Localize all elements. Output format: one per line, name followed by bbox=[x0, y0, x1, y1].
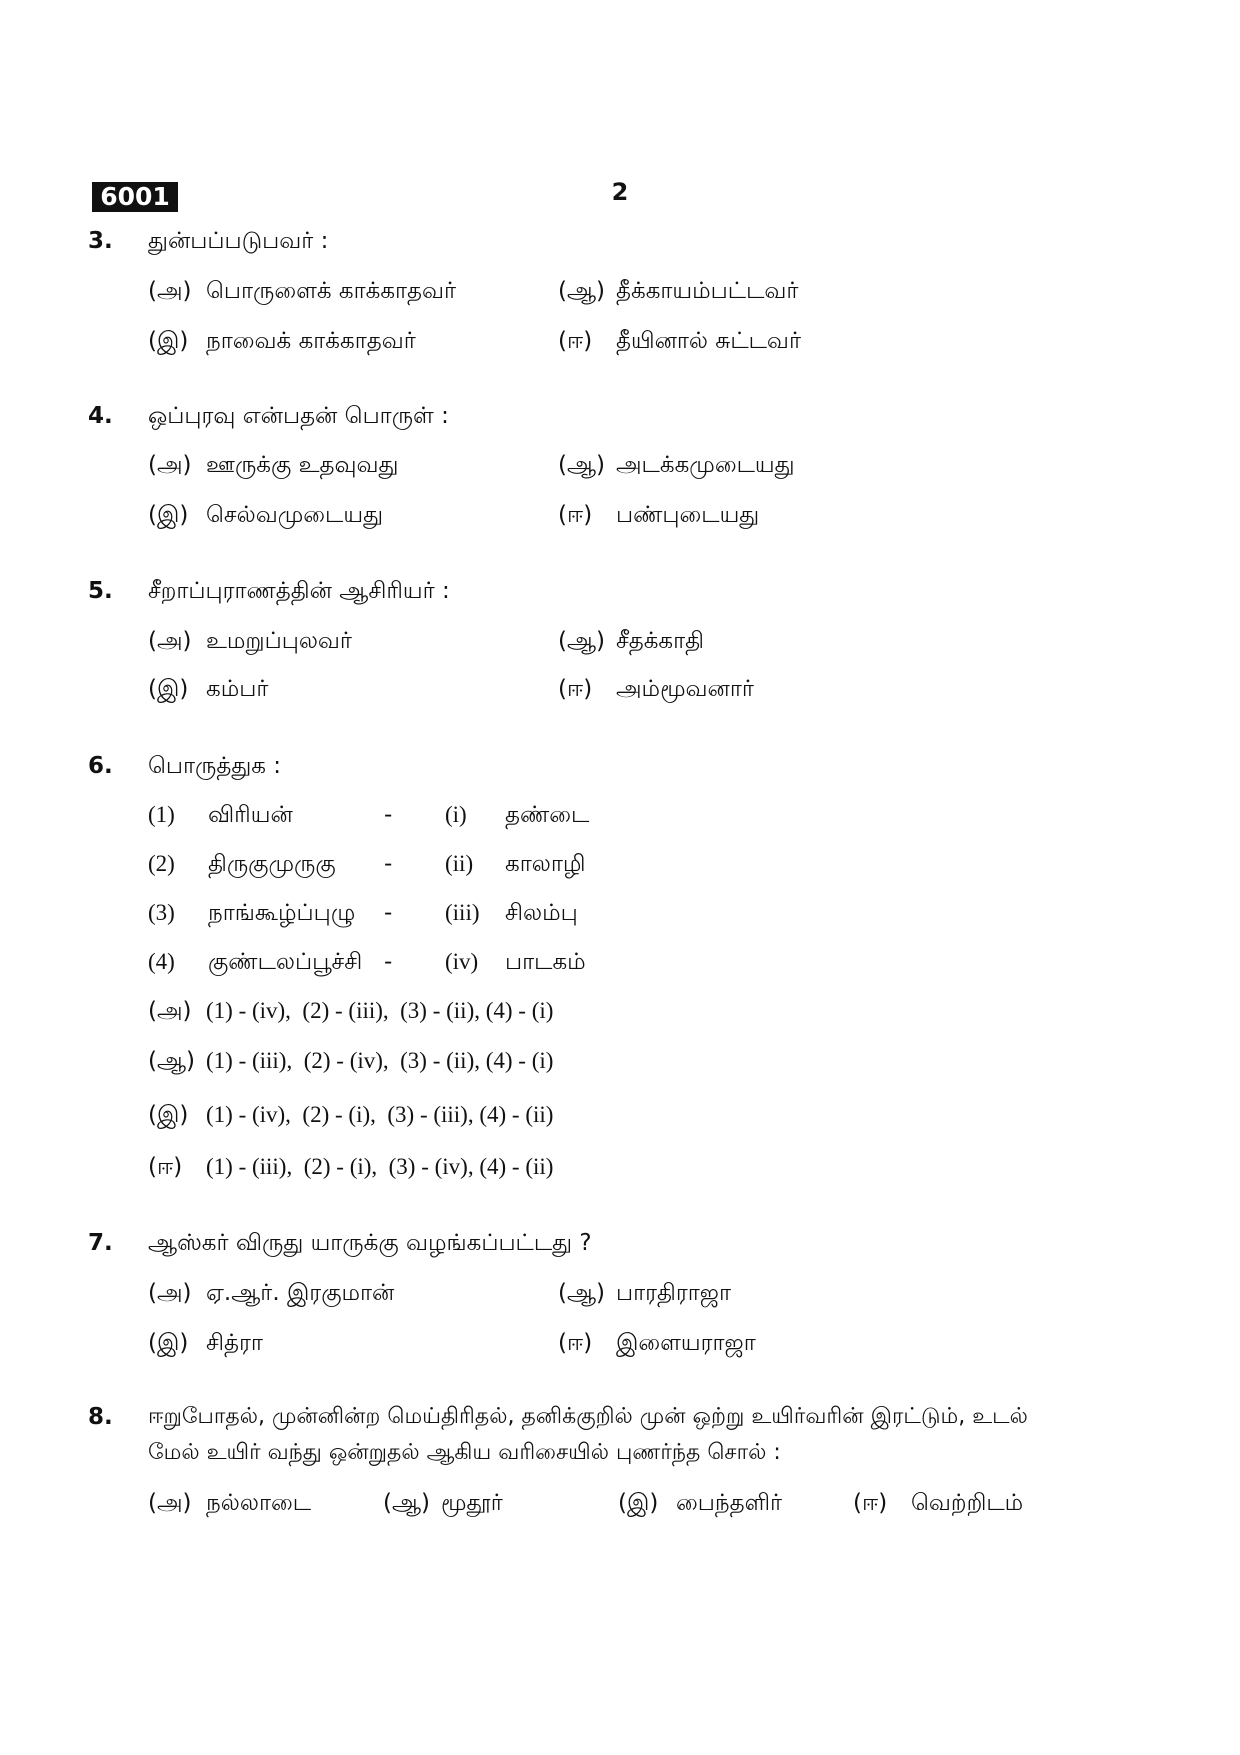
option-a: (அ) பொருளைக் காக்காதவர் bbox=[148, 278, 457, 304]
question-text-line-1: ஈறுபோதல், முன்னின்ற மெய்திரிதல், தனிக்குறில் முன் ஒற்று உயிர்வரின் இரட்டும், உடல் bbox=[148, 1404, 1028, 1429]
option-b: (ஆ) (1) - (iii), (2) - (iv), (3) - (ii), (4) - (i) bbox=[148, 1048, 554, 1074]
question-number: 6. bbox=[88, 753, 113, 779]
match-row: (3) நாங்கூழ்ப்புழு - (iii) சிலம்பு bbox=[148, 900, 578, 926]
question-text: சீறாப்புராணத்தின் ஆசிரியர் : bbox=[148, 578, 450, 604]
option-c: (இ) பைந்தளிர் bbox=[618, 1490, 783, 1516]
question-text: ஒப்புரவு என்பதன் பொருள் : bbox=[148, 403, 449, 429]
option-d: (ஈ) (1) - (iii), (2) - (i), (3) - (iv), (4) - (ii) bbox=[148, 1154, 554, 1180]
option-a: (அ) உமறுப்புலவர் bbox=[148, 628, 352, 654]
question-number: 5. bbox=[88, 578, 113, 604]
question-number: 3. bbox=[88, 228, 113, 254]
match-row: (4) குண்டலப்பூச்சி - (iv) பாடகம் bbox=[148, 949, 586, 975]
option-d: (ஈ) அம்மூவனார் bbox=[558, 676, 754, 702]
option-a: (அ) ஏ.ஆர். இரகுமான் bbox=[148, 1280, 395, 1306]
option-d: (ஈ) வெற்றிடம் bbox=[853, 1490, 1024, 1516]
option-a: (அ) ஊருக்கு உதவுவது bbox=[148, 452, 399, 478]
option-d: (ஈ) பண்புடையது bbox=[558, 502, 760, 528]
option-b: (ஆ) சீதக்காதி bbox=[558, 628, 705, 654]
question-number: 4. bbox=[88, 403, 113, 429]
option-c: (இ) சித்ரா bbox=[148, 1330, 263, 1356]
option-d: (ஈ) இளையராஜா bbox=[558, 1330, 756, 1356]
question-text: ஆஸ்கர் விருது யாருக்கு வழங்கப்பட்டது ? bbox=[148, 1230, 592, 1256]
option-b: (ஆ) மூதூர் bbox=[383, 1490, 503, 1516]
option-b: (ஆ) அடக்கமுடையது bbox=[558, 452, 795, 478]
option-c: (இ) செல்வமுடையது bbox=[148, 502, 384, 528]
page-number: 2 bbox=[611, 178, 629, 206]
option-b: (ஆ) பாரதிராஜா bbox=[558, 1280, 731, 1306]
option-c: (இ) கம்பர் bbox=[148, 676, 269, 702]
option-a: (அ) (1) - (iv), (2) - (iii), (3) - (ii), (4) - (i) bbox=[148, 998, 554, 1024]
match-row: (2) திருகுமுருகு - (ii) காலாழி bbox=[148, 851, 586, 877]
option-c: (இ) (1) - (iv), (2) - (i), (3) - (iii), (4) - (ii) bbox=[148, 1102, 554, 1128]
option-d: (ஈ) தீயினால் சுட்டவர் bbox=[558, 328, 801, 354]
question-number: 8. bbox=[88, 1404, 113, 1430]
question-number: 7. bbox=[88, 1230, 113, 1256]
option-a: (அ) நல்லாடை bbox=[148, 1490, 312, 1516]
paper-code-badge: 6001 bbox=[92, 182, 178, 212]
question-text: பொருத்துக : bbox=[148, 753, 282, 779]
match-row: (1) விரியன் - (i) தண்டை bbox=[148, 802, 590, 828]
option-b: (ஆ) தீக்காயம்பட்டவர் bbox=[558, 278, 799, 304]
question-text-line-2: மேல் உயிர் வந்து ஒன்றுதல் ஆகிய வரிசையில் புணர்ந்த சொல் : bbox=[148, 1440, 781, 1465]
question-text: துன்பப்படுபவர் : bbox=[148, 228, 329, 254]
option-c: (இ) நாவைக் காக்காதவர் bbox=[148, 328, 416, 354]
